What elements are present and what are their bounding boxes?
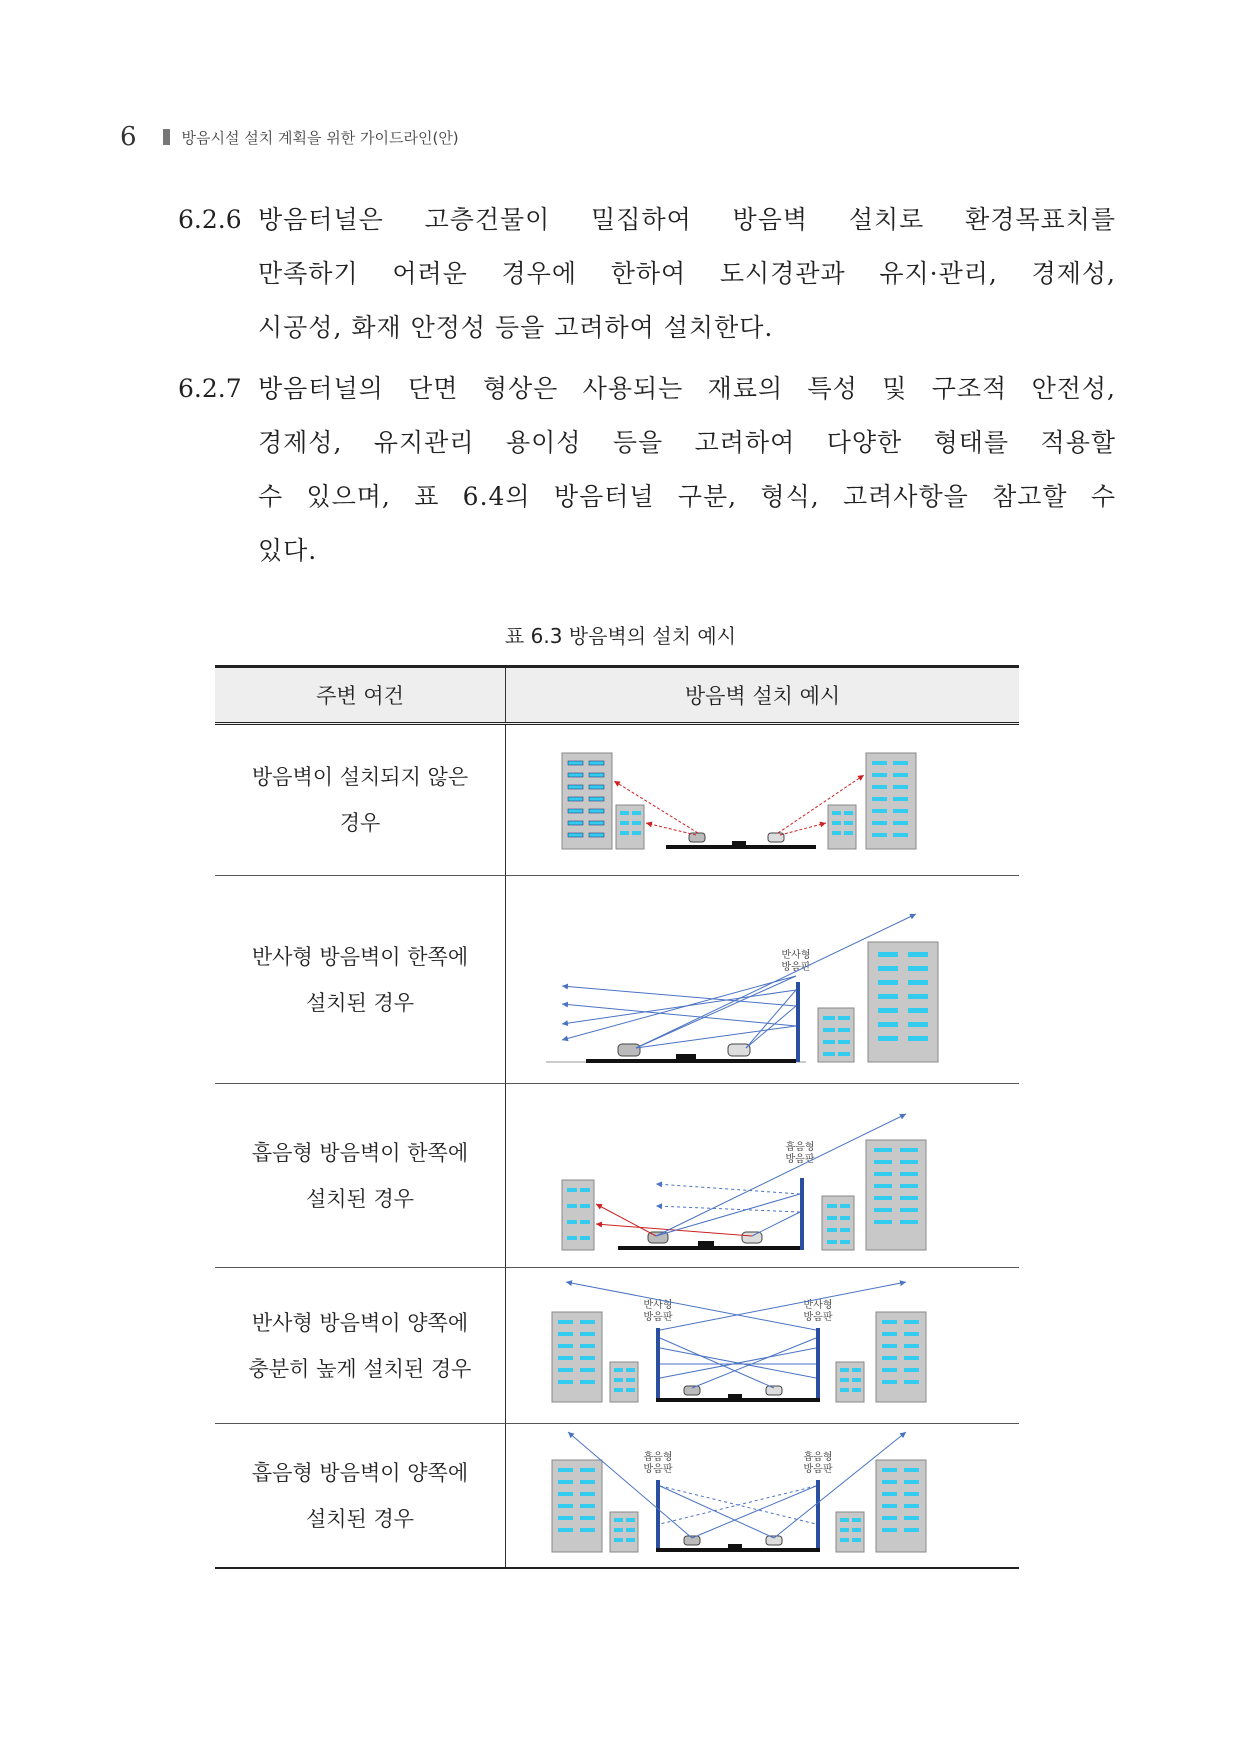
- illustration-absorptive-one-side: [506, 1084, 1018, 1267]
- building-icon: [610, 1512, 638, 1552]
- wall-label: 흡음형 방음판: [803, 1452, 833, 1475]
- header-bar-icon: [163, 129, 170, 145]
- clause-number: 6.2.7: [178, 374, 242, 403]
- installation-table: [215, 665, 1019, 1569]
- condition-line: 경우: [339, 811, 381, 835]
- condition-cell: [215, 1268, 506, 1424]
- wall-label-line: 방음판: [803, 1464, 833, 1475]
- building-icon: [876, 1312, 926, 1402]
- condition-line: 설치된 경우: [305, 990, 415, 1015]
- illustration-absorptive-both-sides: [506, 1424, 1018, 1567]
- header-title: 방음시설 설치 계획을 위한 가이드라인(안): [181, 128, 459, 147]
- condition-line: 흡음형 방음벽이 양쪽에: [251, 1460, 469, 1485]
- condition-line: 설치된 경우: [305, 1506, 415, 1531]
- clause-6-2-7: [178, 362, 1116, 578]
- building-icon: [552, 1312, 602, 1402]
- wall-label-line: 방음판: [803, 1312, 833, 1323]
- wall-label: 흡음형 방음판: [785, 1142, 815, 1165]
- table-row: [215, 876, 1019, 1084]
- illustration-cell: [506, 1424, 1020, 1569]
- car-icon: [728, 1044, 750, 1056]
- clause-number: 6.2.6: [178, 205, 242, 234]
- illustration-cell: [506, 1084, 1020, 1268]
- road: [656, 1398, 820, 1402]
- sound-wall: [816, 1480, 820, 1552]
- illustration-cell: [506, 724, 1020, 876]
- wall-label: 반사형 방음판: [781, 950, 811, 973]
- car-icon: [689, 833, 705, 842]
- car-icon: [684, 1386, 700, 1395]
- clause-line: 만족하기 어려운 경우에 한하여 도시경관과 유지·관리, 경제성,: [258, 259, 1116, 288]
- table-row: [215, 1084, 1019, 1268]
- condition-line: 반사형 방음벽이 양쪽에: [251, 1310, 469, 1335]
- road: [656, 1548, 820, 1552]
- building-icon: [562, 753, 612, 849]
- condition-cell: [215, 724, 506, 876]
- building-icon: [822, 1196, 854, 1250]
- clause-line: 수 있으며, 표 6.4의 방음터널 구분, 형식, 고려사항을 참고할 수: [258, 482, 1116, 511]
- road: [618, 1246, 803, 1250]
- clause-line: 있다.: [258, 536, 318, 565]
- car-icon: [766, 1386, 782, 1395]
- table-row: [215, 1268, 1019, 1424]
- sound-wall: [656, 1480, 660, 1552]
- illustration-reflective-both-sides: [506, 1268, 1018, 1423]
- illustration-reflective-one-side: [506, 876, 1018, 1083]
- table-caption: 표 6.3 방음벽의 설치 예시: [504, 624, 737, 648]
- condition-line: 흡음형 방음벽이 한쪽에: [251, 1140, 469, 1165]
- sound-wall: [816, 1328, 820, 1402]
- condition-cell: [215, 1424, 506, 1569]
- clause-line: 방음터널은 고층건물이 밀집하여 방음벽 설치로 환경목표치를: [258, 205, 1116, 234]
- wall-label: 흡음형 방음판: [643, 1452, 673, 1475]
- page-number: 6: [120, 122, 137, 152]
- column-header: 주변 여건: [215, 667, 506, 724]
- wall-label: 반사형 방음판: [803, 1300, 833, 1323]
- wall-label-line: 방음판: [643, 1312, 673, 1323]
- sound-wall: [656, 1328, 660, 1402]
- building-icon: [876, 1460, 926, 1552]
- table-row: [215, 1424, 1019, 1569]
- sound-wall: [800, 1178, 804, 1250]
- building-icon: [552, 1460, 602, 1552]
- condition-line: 충분히 높게 설치된 경우: [248, 1356, 472, 1381]
- column-header: 방음벽 설치 예시: [506, 667, 1020, 724]
- building-icon: [836, 1512, 864, 1552]
- clause-line: 시공성, 화재 안정성 등을 고려하여 설치한다.: [258, 313, 774, 342]
- building-icon: [818, 1008, 854, 1062]
- car-icon: [618, 1044, 640, 1056]
- road: [666, 845, 816, 849]
- condition-cell: [215, 876, 506, 1084]
- page-header: [120, 122, 459, 152]
- clause-6-2-6: [178, 193, 1116, 355]
- car-icon: [742, 1232, 762, 1243]
- building-icon: [866, 1140, 926, 1250]
- building-icon: [866, 753, 916, 849]
- building-icon: [836, 1362, 864, 1402]
- building-icon: [868, 942, 938, 1062]
- wall-label: 반사형 방음판: [643, 1300, 673, 1323]
- clause-line: 방음터널의 단면 형상은 사용되는 재료의 특성 및 구조적 안전성,: [258, 374, 1116, 403]
- sound-wall: [796, 982, 800, 1062]
- illustration-no-wall: [506, 725, 1018, 875]
- building-icon: [616, 805, 644, 849]
- illustration-cell: [506, 1268, 1020, 1424]
- condition-line: 방음벽이 설치되지 않은: [251, 765, 469, 789]
- condition-cell: [215, 1084, 506, 1268]
- condition-line: 반사형 방음벽이 한쪽에: [251, 944, 469, 969]
- illustration-cell: [506, 876, 1020, 1084]
- wall-label-line: 방음판: [781, 962, 811, 973]
- building-icon: [610, 1362, 638, 1402]
- car-icon: [766, 1536, 782, 1545]
- wall-label-line: 방음판: [785, 1154, 815, 1165]
- building-icon: [828, 805, 856, 849]
- table-header-row: [215, 667, 1019, 724]
- road: [586, 1059, 796, 1063]
- wall-label-line: 방음판: [643, 1464, 673, 1475]
- clause-line: 경제성, 유지관리 용이성 등을 고려하여 다양한 형태를 적용할: [258, 428, 1116, 457]
- building-icon: [562, 1180, 594, 1250]
- condition-line: 설치된 경우: [305, 1186, 415, 1211]
- table-row: [215, 724, 1019, 876]
